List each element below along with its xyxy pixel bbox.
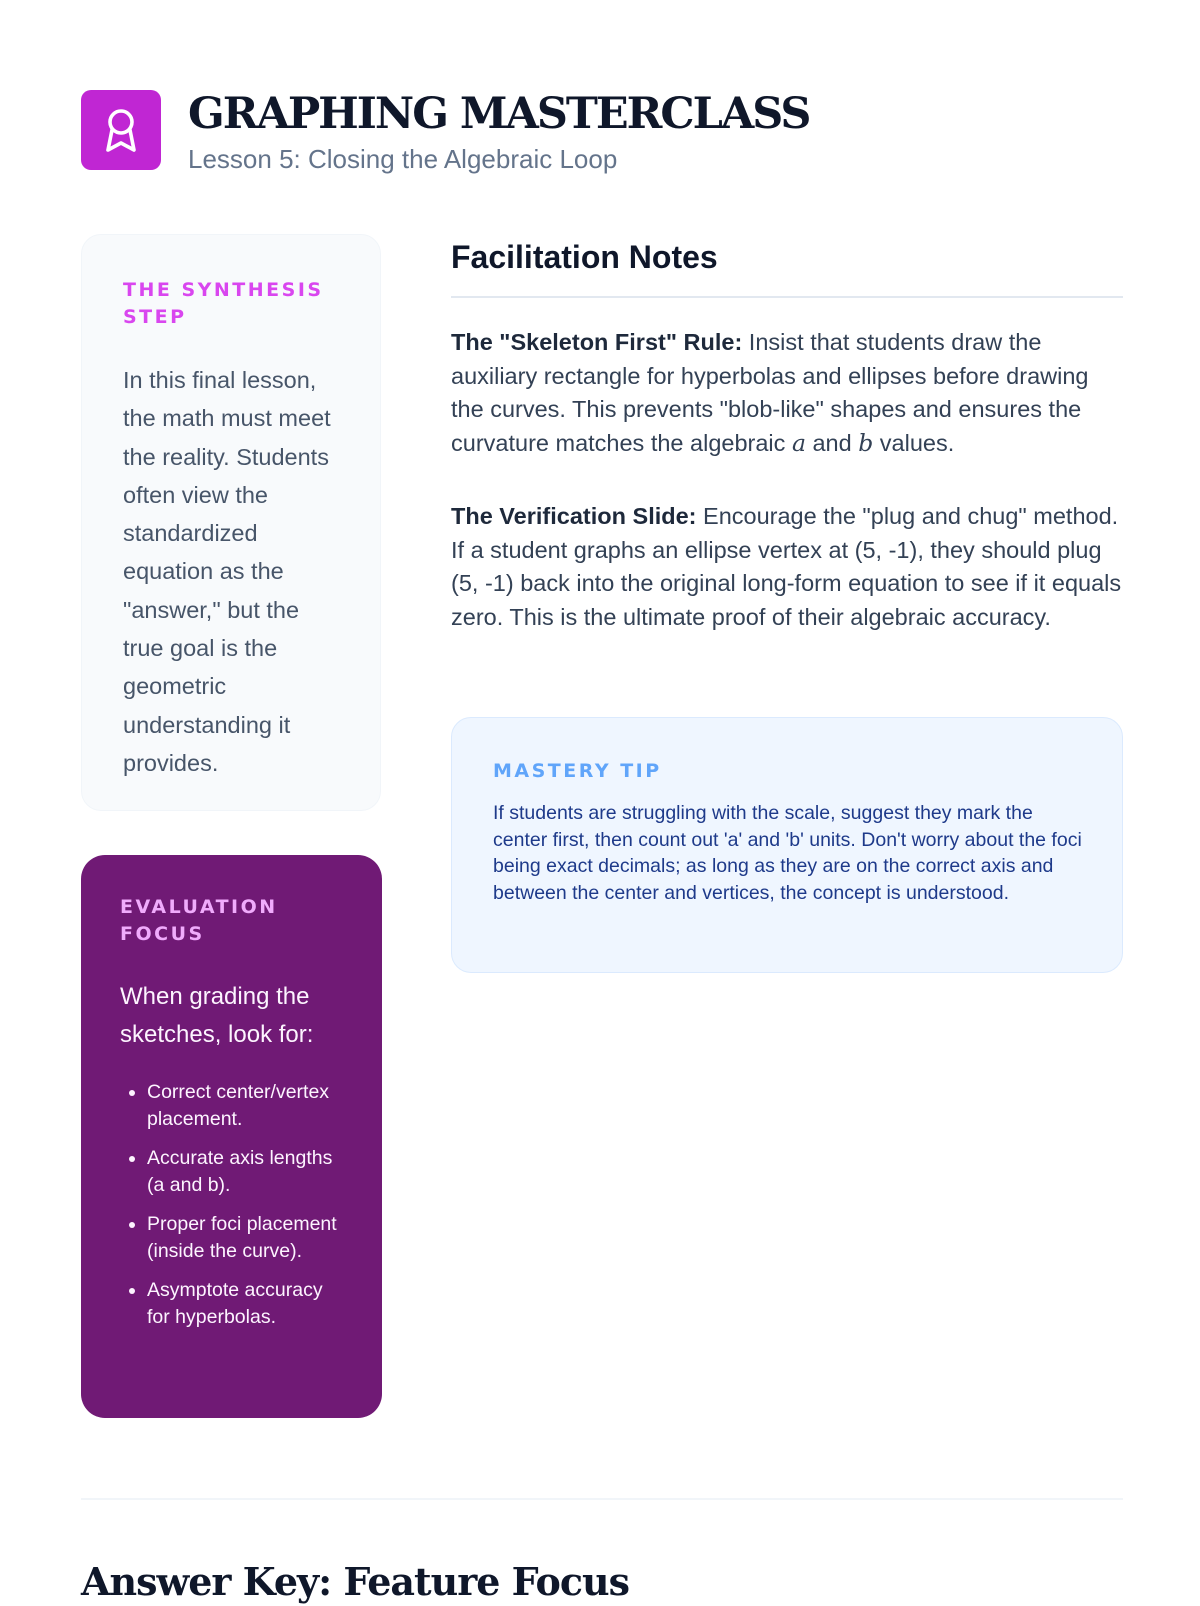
- math-var-a: a: [791, 428, 806, 457]
- award-ribbon-icon: [81, 90, 161, 170]
- facilitation-title: Facilitation Notes: [451, 239, 718, 275]
- page-title: GRAPHING MASTERCLASS: [188, 89, 810, 139]
- mastery-tip-kicker: MASTERY TIP: [493, 760, 662, 782]
- answer-key-title: Answer Key: Feature Focus: [81, 1559, 630, 1604]
- list-item: • Accurate axis lengths (a and b).: [147, 1145, 348, 1198]
- note-text: values.: [873, 429, 955, 456]
- evaluation-kicker: EVALUATION FOCUS: [120, 896, 278, 945]
- synthesis-body: In this final lesson, the math must meet the reality. Students often view the standardized equation as the "answer," but the true goal is the geometric understanding it provides.: [123, 367, 331, 776]
- note-lead: The Verification Slide:: [451, 503, 697, 529]
- mastery-tip-card: [451, 717, 1123, 973]
- section-divider: [81, 1498, 1123, 1500]
- math-var-b: b: [858, 428, 874, 457]
- note-text: Encourage the "plug and chug" method. If a student graphs an ellipse vertex at (5, -1), they should plug (5, -1) back into the original long-form equation to see if it equals zero. This is the ultimate proof of their algebraic accuracy.: [451, 503, 1122, 630]
- note-verification-slide: [451, 500, 1123, 634]
- synthesis-kicker: THE SYNTHESIS STEP: [123, 279, 324, 328]
- list-item: • Correct center/vertex placement.: [147, 1079, 348, 1132]
- evaluation-list: [120, 1079, 348, 1330]
- note-lead: The "Skeleton First" Rule:: [451, 329, 743, 355]
- lesson-header: [81, 90, 809, 172]
- facilitation-notes: [451, 236, 1123, 634]
- evaluation-card: [81, 855, 382, 1418]
- mastery-tip-body: If students are struggling with the scale, suggest they mark the center first, then count out 'a' and 'b' units. Don't worry about the foci being exact decimals; as long as they are on the correct axis and between the center and vertices, the concept is understood.: [493, 802, 1082, 904]
- divider: [451, 296, 1123, 298]
- note-text: and: [805, 429, 859, 456]
- lesson-subtitle: Lesson 5: Closing the Algebraic Loop: [188, 144, 618, 174]
- list-item: • Proper foci placement (inside the curve).: [147, 1211, 348, 1264]
- list-item: • Asymptote accuracy for hyperbolas.: [147, 1277, 348, 1330]
- note-text: Insist that students draw the auxiliary rectangle for hyperbolas and ellipses before drawing the curves. This prevents "blob-like" shapes and ensures the curvature matches the algebraic: [451, 329, 1089, 456]
- note-skeleton-first: [451, 326, 1123, 460]
- evaluation-intro: When grading the sketches, look for:: [120, 983, 314, 1048]
- synthesis-card: [81, 234, 381, 811]
